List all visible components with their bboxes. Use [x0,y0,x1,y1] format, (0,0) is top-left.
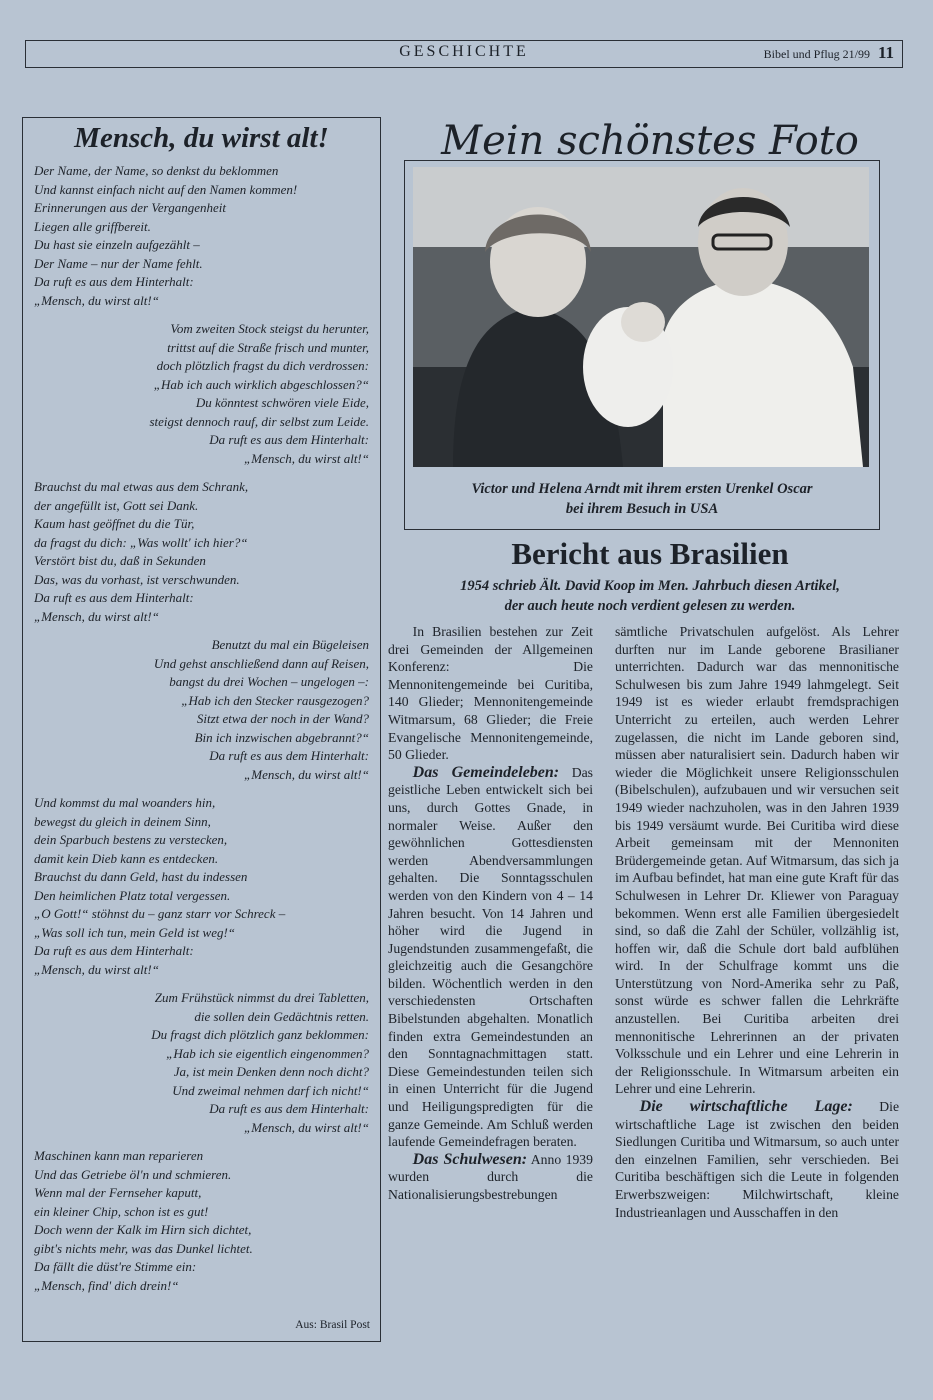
poem-line: steigst dennoch rauf, dir selbst zum Leide. [149,413,369,429]
poem-line: bewegst du gleich in deinem Sinn, [34,813,211,829]
poem-line: Der Name – nur der Name fehlt. [34,255,203,271]
poem-line: Du hast sie einzeln aufgezählt – [34,237,200,252]
poem-line: Das, was du vorhast, ist verschwunden. [34,571,240,587]
poem-line: „Mensch, du wirst alt!“ [244,766,369,782]
poem-line: Erinnerungen aus der Vergangenheit [34,200,226,215]
article-subtitle [390,576,910,616]
article-column-right [615,623,899,1221]
poem-line: trittst auf die Straße frisch und munter, [167,339,369,355]
poem-line: dein Sparbuch bestens zu verstecken, [34,832,228,847]
poem-line: Und kannst einfach nicht auf den Namen kommen! [34,181,298,197]
poem-line: „Mensch, du wirst alt!“ [244,450,369,466]
poem-line: Da ruft es aus dem Hinterhalt: [209,748,369,763]
poem-line: Zum Frühstück nimmst du drei Tabletten, [154,990,369,1005]
poem-line: „Mensch, du wirst alt!“ [34,608,159,624]
poem-line: „O Gott!“ stöhnst du – ganz starr vor Schreck – [34,906,286,921]
article-column-left [388,623,593,1204]
poem-line: Doch wenn der Kalk im Hirn sich dichtet, [34,1222,252,1237]
poem-line: die sollen dein Gedächtnis retten. [194,1008,369,1024]
poem-stanza [34,162,369,310]
poem-line: „Mensch, du wirst alt!“ [34,292,159,308]
poem-line: Sitzt etwa der noch in der Wand? [196,711,369,726]
poem-line: Kaum hast geöffnet du die Tür, [34,516,195,531]
poem-line: „Mensch, du wirst alt!“ [34,961,159,977]
poem-line: ein kleiner Chip, schon ist es gut! [34,1203,209,1219]
poem-line: da fragst du dich: „Was wollt' ich hier?“ [34,534,248,550]
subheading-schulwesen: Das Schulwesen: [412,1150,528,1168]
photo-caption-line-2: bei ihrem Besuch in USA [565,501,719,517]
article-subtitle-line-2: der auch heute noch verdient gelesen zu werden. [504,598,796,614]
subheading-gemeindeleben: Das Gemeindeleben: [412,763,560,781]
poem-line: Benutzt du mal ein Bügeleisen [211,637,369,652]
article-paragraph: sämtliche Privatschulen aufgelöst. Als Lehrer durften nur im Lande geborene Brasilianer unterrichten. Dadurch war das mennonitische Schulwesen bis zum Jahre 1949 lahmgelegt. Seit 1949 ist es wieder erlaubt fremdsprachigen Unterricht zu erteilen, auch werden Lehrer zugelassen, die nicht im Lande geboren sind, müssen aber naturalisiert sein. Dadurch haben wir wieder die Möglichkeit unsere Religionsschulen (Bibelschulen), aufzubauen und wir versuchen seit 1949 wieder nachzuholen, was in den Jahren 1939 bis 1949 versäumt wurde. Bei Curitiba wird diese Arbeit gemeinsam mit der Mennoniten Brüdergemeinde getan. Auf Witmarsum, das sich ja im Aufbau befindet, hat man eine gute Kraft für das Schulwesen in Lehrer Dr. Kliewer von Paraguay bekommen. Wenn erst alle Familien übergesiedelt sind, so daß die Zahl der Schüler, vollzählig ist, hoffen wir, daß die Schule dort bald aufblühen wird. In der Schulfrage kommt uns die Unterstützung von Nord-Amerika sehr zu Paß, sonst würde es schwer fallen die Lehrkräfte anzustellen. Bei Curitiba arbeiten drei mennonitische Lehrerinnen an der privaten Volksschule und ein Lehrer und eine Lehrerin in der Religionsschule. In Witmarsum arbeiten ein Lehrer und eine Lehrerin. [615,624,899,1097]
poem-line: Und das Getriebe öl'n und schmieren. [34,1166,232,1182]
photo-box [404,160,880,530]
poem-line: Da ruft es aus dem Hinterhalt: [34,943,194,958]
poem-line: doch plötzlich fragst du dich verdrossen: [156,358,369,373]
poem-line: Du könntest schwören viele Eide, [195,395,369,410]
poem-line: Und zweimal nehmen darf ich nicht!“ [172,1082,369,1098]
poem-stanza [34,478,369,626]
poem-line: Da ruft es aus dem Hinterhalt: [34,274,194,289]
poem-line: Liegen alle griffbereit. [34,218,151,234]
poem-line: Verstört bist du, daß in Sekunden [34,553,206,568]
section-title: GESCHICHTE [399,43,529,60]
poem-line: Da fällt die düst're Stimme ein: [34,1259,197,1274]
article-paragraph: In Brasilien bestehen zur Zeit drei Gemeinden der Allgemeinen Konferenz: Die Mennonitengemeinde bei Curitiba, 140 Glieder; Mennonitengemeinde Witmarsum, 68 Glieder; die Freie Evangelische Mennonitengemeinde, 50 Glieder. [388,624,593,763]
poem-line: Ja, ist mein Denken denn noch dicht? [173,1064,369,1079]
poem-stanza [34,320,369,468]
poem-line: bangst du drei Wochen – ungelogen –: [169,674,369,689]
article-paragraph: Das geistliche Leben entwickelt sich bei uns, durch Gottes Gnade, in normaler Weise. Außer den gewöhnlichen Gottesdiensten werden Abendversammlungen gehalten. Die Sonntagsschulen werden von den Kindern von 4 – 14 Jahren besucht. Von 14 Jahren und höher wird die Jugend in Jugendstunden zusammengefaßt, die gleichzeitig auch die Gesangchöre bilden. Wöchentlich werden in den verschiedensten Ortschaften Bibelstunden abgehalten. Monatlich finden extra Gemeindestunden an den Sonntagnachmittagen statt. Diese Gemeindestunden teilen sich in einen Unterricht für die Jugend und Heiligungspredigten für die ganze Gemeinde. Am Schluß werden laufende Gemeindefragen beraten. [388,764,593,1150]
poem-line: Den heimlichen Platz total vergessen. [34,887,231,903]
poem-line: „Hab ich sie eigentlich eingenommen? [166,1045,369,1061]
poem-line: „Mensch, find' dich drein!“ [34,1277,179,1293]
poem-line: „Hab ich den Stecker rausgezogen? [181,692,369,708]
article-title: Bericht aus Brasilien [511,536,789,571]
poem-stanza [34,636,369,784]
article-subtitle-line-1: 1954 schrieb Ält. David Koop im Men. Jahrbuch diesen Artikel, [460,578,840,594]
poem-line: gibt's nichts mehr, was das Dunkel lichtet. [34,1240,253,1256]
poem-line: Vom zweiten Stock steigst du herunter, [170,321,369,336]
page-number: 11 [877,43,894,62]
page-header [25,40,903,68]
photo-caption-line-1: Victor und Helena Arndt mit ihrem ersten Urenkel Oscar [471,481,813,497]
publication-info: Bibel und Pflug 21/99 [763,47,870,61]
poem-line: Der Name, der Name, so denkst du beklommen [34,163,279,178]
poem-source: Aus: Brasil Post [295,1319,370,1331]
photo-feature-title: Mein schönstes Foto [441,118,859,164]
article-paragraph: Die wirtschaftliche Lage ist zwischen den beiden Siedlungen Curitiba und Witmarsum, so auch unter den einzelnen Familien, sehr verschieden. Bei Curitiba beschäftigen sich die Leute in folgenden Erwerbszweigen: Milchwirtschaft, kleine Industrieanlagen und Ausschaffen in den [615,1099,900,1220]
poem-line: Da ruft es aus dem Hinterhalt: [209,1101,369,1116]
poem-line: „Hab ich auch wirklich abgeschlossen?“ [153,376,369,392]
poem-stanza [34,1147,369,1295]
poem-body [34,162,369,1305]
poem-line: Wenn mal der Fernseher kaputt, [34,1185,202,1200]
poem-title: Mensch, du wirst alt! [74,122,329,154]
poem-line: Brauchst du mal etwas aus dem Schrank, [34,479,249,494]
poem-line: Und kommst du mal woanders hin, [34,795,216,810]
poem-stanza [34,794,369,979]
poem-line: Da ruft es aus dem Hinterhalt: [34,590,194,605]
poem-line: Maschinen kann man reparieren [34,1148,204,1163]
poem-stanza [34,989,369,1137]
photo-caption [405,479,879,519]
poem-line: Brauchst du dann Geld, hast du indessen [34,869,248,884]
poem-box [22,117,381,1342]
poem-line: Du fragst dich plötzlich ganz beklommen: [151,1027,369,1042]
article-paragraph: Anno 1939 wurden durch die Nationalisierungsbestrebungen [388,1151,593,1202]
subheading-wirtschaft: Die wirtschaftliche Lage: [639,1098,853,1116]
poem-line: Bin ich inzwischen abgebrannt?“ [194,729,369,745]
poem-line: der angefüllt ist, Gott sei Dank. [34,497,199,513]
poem-line: „Was soll ich tun, mein Geld ist weg!“ [34,924,236,940]
family-photo [413,167,869,467]
poem-line: „Mensch, du wirst alt!“ [244,1119,369,1135]
poem-line: Und gehst anschließend dann auf Reisen, [153,655,369,671]
poem-line: Da ruft es aus dem Hinterhalt: [209,432,369,447]
poem-line: damit kein Dieb kann es entdecken. [34,850,219,866]
